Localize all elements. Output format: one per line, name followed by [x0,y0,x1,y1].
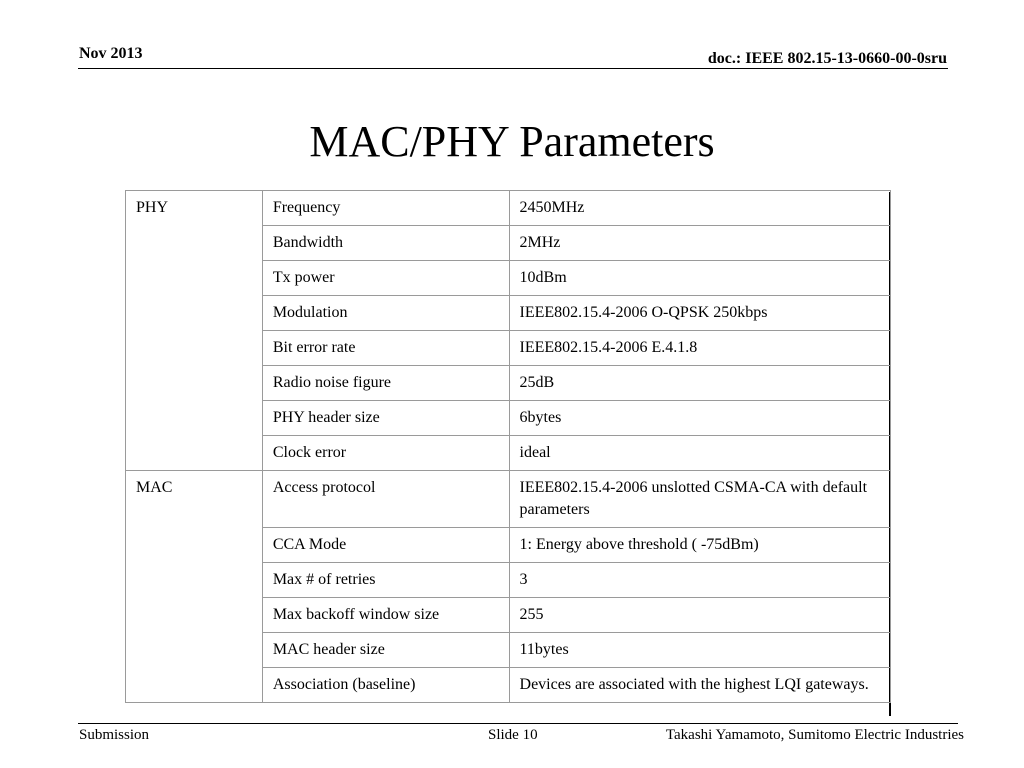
param-name-cell: Access protocol [262,471,509,528]
group-cell-phy: PHY [126,191,263,471]
param-value-cell: 11bytes [509,633,890,668]
param-name-cell: Clock error [262,436,509,471]
footer-author: Takashi Yamamoto, Sumitomo Electric Industries [665,727,964,743]
param-name-cell: Association (baseline) [262,668,509,703]
footer-divider [78,723,958,724]
param-name-cell: PHY header size [262,401,509,436]
param-name-cell: Max # of retries [262,563,509,598]
footer-submission: Submission [79,727,150,743]
param-name-cell: Frequency [262,191,509,226]
header-doc-id: doc.: IEEE 802.15-13-0660-00-0sru [707,50,947,67]
param-value-cell: 3 [509,563,890,598]
footer-slide-number: Slide 10 [488,727,538,743]
param-value-cell: IEEE802.15.4-2006 O-QPSK 250kbps [509,296,890,331]
param-value-cell: 25dB [509,366,890,401]
param-name-cell: CCA Mode [262,528,509,563]
param-value-cell: 10dBm [509,261,890,296]
param-name-cell: Max backoff window size [262,598,509,633]
param-value-cell: 2MHz [509,226,890,261]
param-name-cell: Bandwidth [262,226,509,261]
table-row [126,191,891,226]
param-value-cell: 2450MHz [509,191,890,226]
parameters-table [125,190,891,703]
param-name-cell: MAC header size [262,633,509,668]
param-value-cell: 1: Energy above threshold ( -75dBm) [509,528,890,563]
param-value-cell: IEEE802.15.4-2006 unslotted CSMA-CA with default parameters [509,471,890,528]
slide-title: MAC/PHY Parameters [309,117,715,166]
param-name-cell: Radio noise figure [262,366,509,401]
param-value-cell: Devices are associated with the highest LQI gateways. [509,668,890,703]
param-name-cell: Tx power [262,261,509,296]
param-value-cell: 255 [509,598,890,633]
group-cell-mac: MAC [126,471,263,703]
header-divider [78,68,948,69]
table-row [126,471,891,528]
param-value-cell: ideal [509,436,890,471]
header-date: Nov 2013 [79,45,143,62]
param-value-cell: IEEE802.15.4-2006 E.4.1.8 [509,331,890,366]
param-name-cell: Bit error rate [262,331,509,366]
param-value-cell: 6bytes [509,401,890,436]
param-name-cell: Modulation [262,296,509,331]
